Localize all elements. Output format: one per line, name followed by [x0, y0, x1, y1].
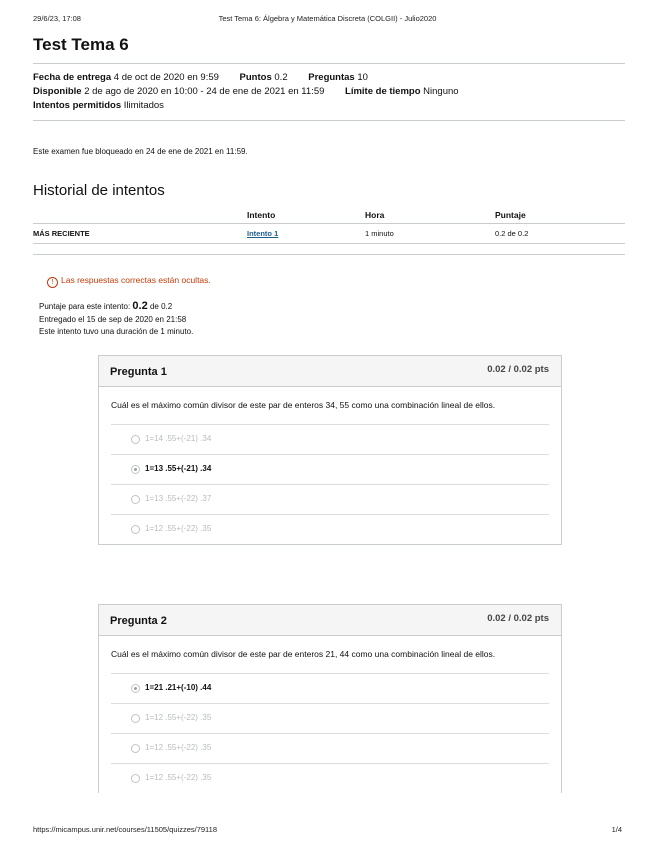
attempt-score: 0.2 de 0.2	[495, 224, 625, 244]
lock-note: Este examen fue bloqueado en 24 de ene de 2021 en 11:59.	[33, 147, 248, 156]
print-title: Test Tema 6: Álgebra y Matemática Discreta (COLGII) - Julio2020	[218, 14, 437, 23]
info-circle-icon: !	[47, 277, 58, 288]
answer-option-selected[interactable]: 1=21 .21+(-10) .44	[111, 673, 549, 703]
duration-line: Este intento tuvo una duración de 1 minuto.	[39, 327, 194, 336]
print-url: https://micampus.unir.net/courses/11505/quizzes/79118	[33, 825, 217, 834]
col-header-blank	[33, 207, 247, 224]
answer-option[interactable]: 1=13 .55+(-22) .37	[111, 484, 549, 514]
question-card-2	[98, 604, 562, 793]
due-date: Fecha de entrega 4 de oct de 2020 en 9:59	[33, 72, 219, 83]
attempt-time: 1 minuto	[365, 224, 495, 244]
submitted-line: Entregado el 15 de sep de 2020 en 21:58	[39, 314, 187, 324]
page-title: Test Tema 6	[33, 35, 129, 54]
answer-option[interactable]: 1=12 .55+(-22) .35	[111, 703, 549, 733]
quiz-meta	[33, 63, 625, 121]
table-row	[33, 224, 625, 244]
question-title: Pregunta 1	[110, 366, 167, 378]
questions-count: Preguntas 10	[308, 72, 368, 83]
question-header	[99, 356, 561, 387]
radio-button-checked[interactable]	[131, 465, 140, 474]
print-datetime: 29/6/23, 17:08	[33, 14, 81, 23]
time-limit: Límite de tiempo Ninguno	[345, 86, 459, 97]
hidden-answers-warning: ! Las respuestas correctas están ocultas.	[47, 275, 625, 288]
latest-label: MÁS RECIENTE	[33, 224, 247, 244]
available-dates: Disponible 2 de ago de 2020 en 10:00 - 24 de ene de 2021 en 11:59	[33, 86, 325, 97]
radio-button-checked[interactable]	[131, 684, 140, 693]
attempt-info	[39, 300, 625, 339]
question-title: Pregunta 2	[110, 615, 167, 627]
attempt-score-line: Puntaje para este intento: 0.2 de 0.2	[39, 300, 173, 312]
answer-option[interactable]: 1=12 .55+(-22) .35	[111, 733, 549, 763]
history-title: Historial de intentos	[33, 182, 165, 199]
answer-option[interactable]: 1=12 .55+(-22) .35	[111, 514, 549, 544]
radio-button[interactable]	[131, 714, 140, 723]
attempt-link[interactable]: Intento 1	[247, 229, 279, 238]
question-points: 0.02 / 0.02 pts	[487, 613, 549, 624]
col-header-score: Puntaje	[495, 207, 625, 224]
radio-button[interactable]	[131, 525, 140, 534]
col-header-time: Hora	[365, 207, 495, 224]
points: Puntos 0.2	[239, 72, 288, 83]
radio-button[interactable]	[131, 774, 140, 783]
col-header-attempt: Intento	[247, 207, 365, 224]
divider	[33, 254, 625, 255]
answer-option[interactable]: 1=12 .55+(-22) .35	[111, 763, 549, 793]
radio-button[interactable]	[131, 744, 140, 753]
attempts-allowed: Intentos permitidos Ilimitados	[33, 100, 164, 111]
radio-button[interactable]	[131, 435, 140, 444]
print-page-number: 1/4	[611, 825, 622, 834]
answer-option[interactable]: 1=14 .55+(-21) .34	[111, 424, 549, 454]
question-text: Cuál es el máximo común divisor de este par de enteros 34, 55 como una combinación lineal de ellos.	[111, 400, 496, 410]
question-card-1	[98, 355, 562, 545]
print-footer	[33, 825, 622, 835]
question-header	[99, 605, 561, 636]
answer-option-selected[interactable]: 1=13 .55+(-21) .34	[111, 454, 549, 484]
question-points: 0.02 / 0.02 pts	[487, 364, 549, 375]
question-text: Cuál es el máximo común divisor de este par de enteros 21, 44 como una combinación lineal de ellos.	[111, 649, 496, 659]
attempts-table	[33, 207, 625, 244]
radio-button[interactable]	[131, 495, 140, 504]
quiz-content	[33, 30, 625, 339]
print-header	[33, 14, 622, 24]
